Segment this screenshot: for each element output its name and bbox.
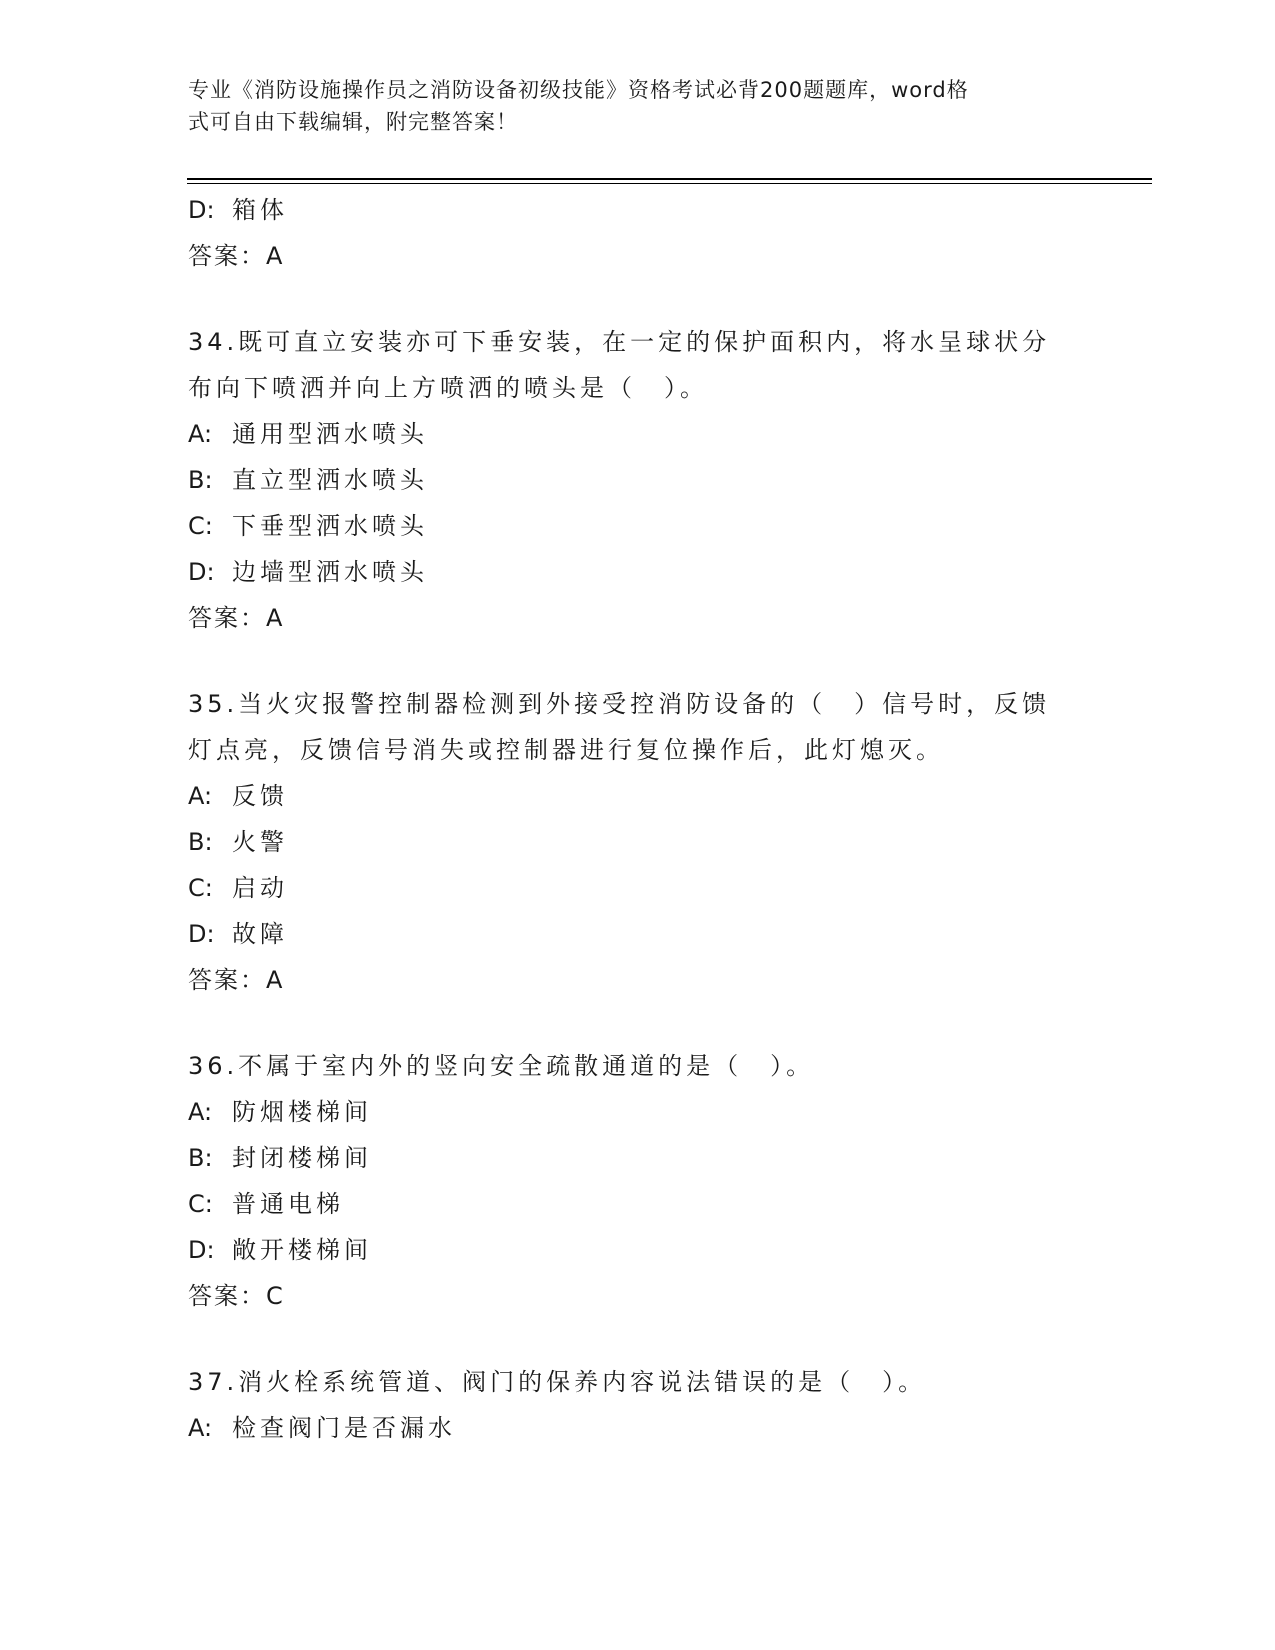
option-text: 故障 bbox=[232, 920, 288, 948]
option-letter: C: bbox=[188, 1190, 213, 1218]
question-34 bbox=[188, 319, 1088, 641]
answer-line: 答案：A bbox=[188, 966, 285, 994]
question-stem: 35.当火灾报警控制器检测到外接受控消防设备的（ ）信号时，反馈 bbox=[188, 690, 1051, 718]
option-text: 敞开楼梯间 bbox=[232, 1236, 372, 1264]
option-letter: C: bbox=[188, 874, 213, 902]
answer-line: 答案：A bbox=[188, 604, 285, 632]
option-text: 启动 bbox=[232, 874, 288, 902]
option-letter: D: bbox=[188, 196, 215, 224]
option-text: 封闭楼梯间 bbox=[232, 1144, 372, 1172]
question-stem: 37.消火栓系统管道、阀门的保养内容说法错误的是（ ）。 bbox=[188, 1368, 927, 1396]
option-d bbox=[188, 1227, 1088, 1273]
option-text: 直立型洒水喷头 bbox=[232, 466, 428, 494]
option-letter: A: bbox=[188, 1098, 213, 1126]
question-36 bbox=[188, 1043, 1088, 1319]
option-text: 火警 bbox=[232, 828, 288, 856]
option-text: 普通电梯 bbox=[232, 1190, 344, 1218]
option-a bbox=[188, 1089, 1088, 1135]
option-a bbox=[188, 1405, 1088, 1451]
option-letter: B: bbox=[188, 1144, 213, 1172]
option-letter: A: bbox=[188, 782, 213, 810]
option-letter: D: bbox=[188, 1236, 215, 1264]
option-letter: B: bbox=[188, 828, 213, 856]
answer-line: 答案：C bbox=[188, 1282, 285, 1310]
option-b bbox=[188, 819, 1088, 865]
option-c bbox=[188, 865, 1088, 911]
option-letter: C: bbox=[188, 512, 213, 540]
question-37 bbox=[188, 1359, 1088, 1451]
question-stem: 36.不属于室内外的竖向安全疏散通道的是（ ）。 bbox=[188, 1052, 815, 1080]
option-text: 边墙型洒水喷头 bbox=[232, 558, 428, 586]
question-list bbox=[188, 187, 1088, 1451]
option-d bbox=[188, 187, 1088, 233]
option-letter: D: bbox=[188, 920, 215, 948]
option-letter: D: bbox=[188, 558, 215, 586]
question-35 bbox=[188, 681, 1088, 1003]
option-c bbox=[188, 503, 1088, 549]
option-letter: B: bbox=[188, 466, 213, 494]
option-letter: A: bbox=[188, 1414, 213, 1442]
question-stem: 34.既可直立安装亦可下垂安装，在一定的保护面积内，将水呈球状分 bbox=[188, 328, 1051, 356]
document-header bbox=[188, 74, 1068, 138]
option-a bbox=[188, 411, 1088, 457]
option-text: 防烟楼梯间 bbox=[232, 1098, 372, 1126]
header-line-1: 专业《消防设施操作员之消防设备初级技能》资格考试必背200题题库，word格 bbox=[188, 78, 969, 102]
option-c bbox=[188, 1181, 1088, 1227]
option-a bbox=[188, 773, 1088, 819]
option-b bbox=[188, 1135, 1088, 1181]
option-letter: A: bbox=[188, 420, 213, 448]
header-divider-thin bbox=[187, 183, 1152, 184]
question-stem: 布向下喷洒并向上方喷洒的喷头是（ ）。 bbox=[188, 374, 708, 402]
question-stem: 灯点亮，反馈信号消失或控制器进行复位操作后，此灯熄灭。 bbox=[188, 736, 944, 764]
answer-line: 答案：A bbox=[188, 242, 285, 270]
header-divider-thick bbox=[187, 178, 1152, 180]
option-text: 检查阀门是否漏水 bbox=[232, 1414, 456, 1442]
option-text: 通用型洒水喷头 bbox=[232, 420, 428, 448]
option-text: 反馈 bbox=[232, 782, 288, 810]
option-b bbox=[188, 457, 1088, 503]
option-text: 下垂型洒水喷头 bbox=[232, 512, 428, 540]
header-line-2: 式可自由下载编辑，附完整答案！ bbox=[188, 110, 518, 134]
option-text: 箱体 bbox=[232, 196, 288, 224]
option-d bbox=[188, 549, 1088, 595]
option-d bbox=[188, 911, 1088, 957]
